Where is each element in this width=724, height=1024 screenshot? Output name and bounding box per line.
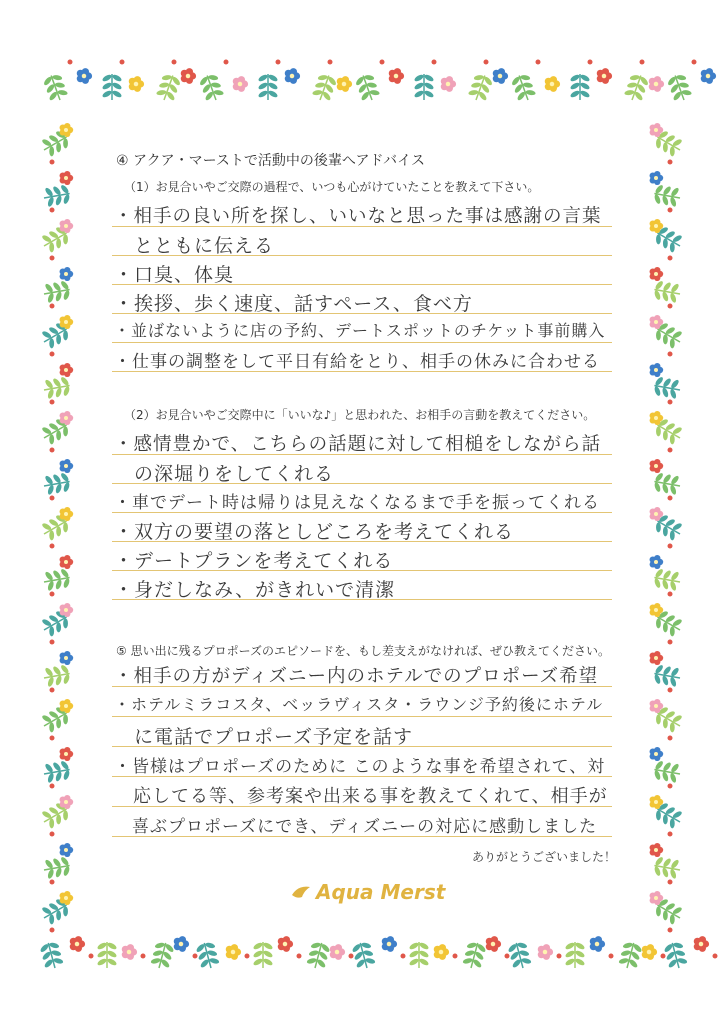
berry-icon <box>50 592 55 597</box>
berry-icon <box>668 496 673 501</box>
berry-icon <box>432 60 437 65</box>
berry-icon <box>668 928 673 933</box>
handwritten-answer: ・車でデート時は帰りは見えなくなるまで手を振ってくれる <box>114 493 600 513</box>
flower-icon <box>486 936 501 952</box>
flower-icon <box>60 363 74 377</box>
berry-icon <box>297 954 302 959</box>
flower-icon <box>597 68 612 84</box>
leaf-sprig-icon <box>42 663 72 688</box>
berry-icon <box>588 60 593 65</box>
berry-icon <box>668 688 673 693</box>
berry-icon <box>668 304 673 309</box>
berry-icon <box>50 448 55 453</box>
berry-icon <box>50 160 55 165</box>
berry-icon <box>668 784 673 789</box>
flower-icon <box>538 944 553 960</box>
flower-icon <box>129 76 144 92</box>
leaf-sprig-icon <box>252 941 273 968</box>
berry-icon <box>120 60 125 65</box>
flower-icon <box>650 267 664 281</box>
leaf-sprig-icon <box>466 71 495 103</box>
berry-icon <box>68 60 73 65</box>
leaf-sprig-icon <box>652 375 682 400</box>
flower-icon <box>60 747 74 761</box>
handwritten-answer: ・皆様はプロポーズのために このような事を希望されて、対 <box>114 757 606 777</box>
berry-icon <box>668 448 673 453</box>
berry-icon <box>141 954 146 959</box>
leaf-sprig-icon <box>413 73 434 100</box>
leaf-sprig-icon <box>42 279 72 304</box>
flower-icon <box>60 219 74 233</box>
berry-icon <box>50 208 55 213</box>
handwritten-answer: の深堀りをしてくれる <box>114 463 335 485</box>
flower-icon <box>642 944 657 960</box>
flower-icon <box>650 171 664 185</box>
berry-icon <box>50 640 55 645</box>
berry-icon <box>668 880 673 885</box>
leaf-sprig-icon <box>96 941 117 968</box>
leaf-sprig-icon <box>42 759 72 784</box>
leaf-sprig-icon <box>38 940 65 971</box>
flower-icon <box>70 936 85 952</box>
flower-icon <box>285 68 300 84</box>
handwritten-answer: ・相手の良い所を探し、いいなと思った事は感謝の言葉 <box>114 206 602 227</box>
leaf-sprig-icon <box>154 71 183 103</box>
leaf-sprig-icon <box>42 183 72 208</box>
section5-title: ⑤ 思い出に残るプロポーズのエピソードを、もし差支えがなければ、ぜひ教えてください。 <box>116 644 610 658</box>
handwritten-answer: ・デートプランを考えてくれる <box>114 550 394 572</box>
leaf-sprig-icon <box>461 940 488 971</box>
leaf-sprig-icon <box>257 73 278 100</box>
berry-icon <box>668 544 673 549</box>
berry-icon <box>245 954 250 959</box>
flower-icon <box>545 76 560 92</box>
handwritten-answer: ・双方の要望の落としどころを考えてくれる <box>114 521 515 543</box>
flower-icon <box>181 68 196 84</box>
flower-icon <box>382 936 397 952</box>
leaf-sprig-icon <box>569 73 590 100</box>
berry-icon <box>401 954 406 959</box>
flower-icon <box>330 944 345 960</box>
flower-icon <box>60 459 74 473</box>
flower-icon <box>493 68 508 84</box>
logo-text: Aqua Merst <box>316 880 446 904</box>
berry-icon <box>349 954 354 959</box>
berry-icon <box>89 954 94 959</box>
flower-icon <box>650 459 664 473</box>
leaf-sprig-icon <box>42 471 72 496</box>
handwritten-answer: ・仕事の調整をして平日有給をとり、相手の休みに合わせる <box>114 352 600 372</box>
berry-icon <box>668 256 673 261</box>
leaf-sprig-icon <box>652 183 682 208</box>
berry-icon <box>668 832 673 837</box>
berry-icon <box>193 954 198 959</box>
flower-icon <box>77 68 92 84</box>
handwritten-answer: とともに伝える <box>114 235 275 257</box>
berry-icon <box>668 592 673 597</box>
berry-icon <box>713 954 718 959</box>
leaf-sprig-icon <box>509 71 538 103</box>
leaf-sprig-icon <box>662 940 689 971</box>
berry-icon <box>453 954 458 959</box>
leaf-sprig-icon <box>305 940 332 971</box>
leaf-sprig-icon <box>310 71 339 103</box>
berry-icon <box>668 736 673 741</box>
section4-q1: （1）お見合いやご交際の過程で、いつも心がけていたことを教えて下さい。 <box>124 180 540 194</box>
flower-icon <box>694 936 709 952</box>
berry-icon <box>609 954 614 959</box>
handwritten-answer: ・身だしなみ、がきれいで清潔 <box>114 579 396 601</box>
flower-icon <box>60 315 74 329</box>
berry-icon <box>50 736 55 741</box>
flower-icon <box>650 747 664 761</box>
flower-icon <box>278 936 293 952</box>
flower-icon <box>60 555 74 569</box>
flower-icon <box>60 507 74 521</box>
flower-icon <box>60 603 74 617</box>
berry-icon <box>224 60 229 65</box>
leaf-sprig-icon <box>622 71 651 103</box>
berry-icon <box>50 688 55 693</box>
berry-icon <box>640 60 645 65</box>
berry-icon <box>50 256 55 261</box>
flower-icon <box>60 795 74 809</box>
leaf-sprig-icon <box>42 375 72 400</box>
berry-icon <box>484 60 489 65</box>
berry-icon <box>557 954 562 959</box>
leaf-sprig-icon <box>101 73 122 100</box>
flower-icon <box>60 123 74 137</box>
section4-q2: （2）お見合いやご交際中に「いいな♪」と思われた、お相手の言動を教えてください。 <box>124 408 596 422</box>
flower-icon <box>650 555 664 569</box>
leaf-sprig-icon <box>652 471 682 496</box>
leaf-sprig-icon <box>42 855 72 880</box>
leaf-sprig-icon <box>665 71 694 103</box>
bird-icon <box>290 883 312 901</box>
berry-icon <box>50 928 55 933</box>
flower-icon <box>701 68 716 84</box>
flower-icon <box>590 936 605 952</box>
flower-icon <box>60 267 74 281</box>
leaf-sprig-icon <box>617 940 644 971</box>
flower-icon <box>650 843 664 857</box>
flower-icon <box>650 363 664 377</box>
berry-icon <box>50 496 55 501</box>
berry-icon <box>172 60 177 65</box>
berry-icon <box>50 880 55 885</box>
berry-icon <box>50 832 55 837</box>
flower-icon <box>434 944 449 960</box>
berry-icon <box>50 352 55 357</box>
handwritten-answer: に電話でプロポーズ予定を話す <box>114 726 414 748</box>
flower-icon <box>122 944 137 960</box>
berry-icon <box>505 954 510 959</box>
flower-icon <box>226 944 241 960</box>
leaf-sprig-icon <box>149 940 176 971</box>
section4-title: ④ アクア・マーストで活動中の後輩へアドバイス <box>116 153 426 169</box>
leaf-sprig-icon <box>652 663 682 688</box>
berry-icon <box>668 160 673 165</box>
handwritten-answer: 応してる等、参考案や出来る事を教えてくれて、相手が <box>114 786 608 807</box>
handwritten-answer: ・並ばないように店の予約、デートスポットのチケット事前購入 <box>114 321 606 340</box>
leaf-sprig-icon <box>41 71 70 103</box>
berry-icon <box>50 400 55 405</box>
flower-icon <box>60 171 74 185</box>
leaf-sprig-icon <box>652 567 682 592</box>
leaf-sprig-icon <box>564 941 585 968</box>
flower-icon <box>650 651 664 665</box>
flower-icon <box>233 76 248 92</box>
flower-icon <box>60 411 74 425</box>
berry-icon <box>668 352 673 357</box>
handwritten-answer: ・感情豊かで、こちらの話題に対して相槌をしながら話 <box>114 434 602 455</box>
berry-icon <box>668 400 673 405</box>
berry-icon <box>328 60 333 65</box>
berry-icon <box>50 784 55 789</box>
flower-icon <box>60 891 74 905</box>
flower-icon <box>60 843 74 857</box>
berry-icon <box>50 304 55 309</box>
leaf-sprig-icon <box>408 941 429 968</box>
thanks-text: ありがとうございました！ <box>471 850 616 864</box>
berry-icon <box>661 954 666 959</box>
berry-icon <box>668 640 673 645</box>
leaf-sprig-icon <box>350 940 377 971</box>
leaf-sprig-icon <box>194 940 221 971</box>
handwritten-answer: ・ホテルミラコスタ、ベッラヴィスタ・ラウンジ予約後にホテル <box>114 695 604 714</box>
leaf-sprig-icon <box>42 567 72 592</box>
flower-icon <box>60 651 74 665</box>
berry-icon <box>276 60 281 65</box>
aqua-merst-logo <box>290 880 445 904</box>
flower-icon <box>389 68 404 84</box>
berry-icon <box>668 208 673 213</box>
leaf-sprig-icon <box>353 71 382 103</box>
berry-icon <box>380 60 385 65</box>
berry-icon <box>692 60 697 65</box>
flower-icon <box>174 936 189 952</box>
leaf-sprig-icon <box>506 940 533 971</box>
berry-icon <box>536 60 541 65</box>
flower-icon <box>649 76 664 92</box>
handwritten-answer: ・口臭、体臭 <box>114 264 235 286</box>
leaf-sprig-icon <box>652 279 682 304</box>
berry-icon <box>50 544 55 549</box>
handwritten-answer: ・挨拶、歩く速度、話すペース、食べ方 <box>114 293 473 315</box>
leaf-sprig-icon <box>197 71 226 103</box>
handwritten-answer: ・相手の方がディズニー内のホテルでのプロポーズ希望 <box>114 666 599 687</box>
leaf-sprig-icon <box>652 759 682 784</box>
leaf-sprig-icon <box>652 855 682 880</box>
flower-icon <box>441 76 456 92</box>
handwritten-answer: 喜ぶプロポーズにでき、ディズニーの対応に感動しました <box>114 817 598 837</box>
flower-icon <box>337 76 352 92</box>
flower-icon <box>60 699 74 713</box>
